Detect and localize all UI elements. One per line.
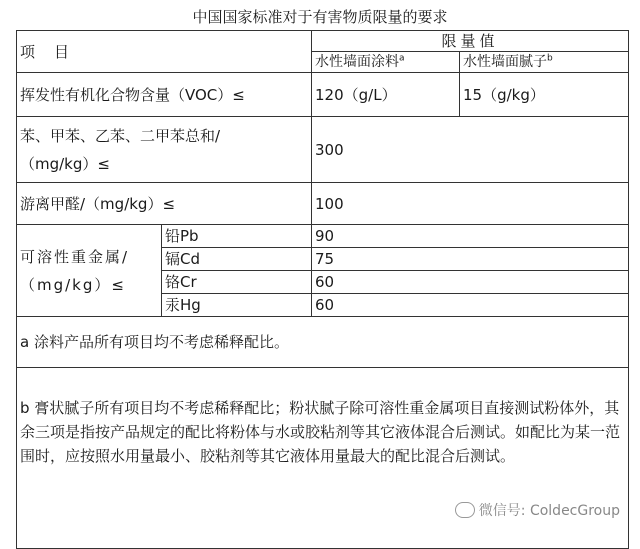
metal-value: 60	[312, 294, 629, 317]
benzene-value: 300	[312, 117, 629, 183]
benzene-label: 苯、甲苯、乙苯、二甲苯总和/ （mg/kg）≤	[17, 117, 312, 183]
voc-paint: 120（g/L）	[312, 73, 460, 117]
metal-name: 汞Hg	[162, 294, 312, 317]
limits-table	[16, 30, 629, 549]
table-title: 中国国家标准对于有害物质限量的要求	[192, 8, 448, 26]
watermark	[455, 500, 620, 520]
metal-name: 铬Cr	[162, 271, 312, 294]
metal-value: 75	[312, 248, 629, 271]
watermark-text: 微信号: ColdecGroup	[478, 503, 620, 519]
metal-name: 铅Pb	[162, 225, 312, 248]
formaldehyde-label: 游离甲醛/（mg/kg）≤	[17, 183, 312, 225]
header-item: 项 目	[17, 31, 312, 73]
header-limit: 限量值	[312, 31, 629, 52]
voc-label: 挥发性有机化合物含量（VOC）≤	[17, 73, 312, 117]
note-b: b 膏状腻子所有项目均不考虑稀释配比；粉状腻子除可溶性重金属项目直接测试粉体外，其余三项是指按产品规定的配比将粉体与水或胶粘剂等其它液体混合后测试。如配比为某一范围时，应按照水用量最小、胶粘剂等其它液体用量最大的配比混合后测试。	[17, 368, 629, 549]
metal-value: 60	[312, 271, 629, 294]
metals-label: 可溶性重金属/ （mg/kg）≤	[17, 225, 162, 317]
note-a: a 涂料产品所有项目均不考虑稀释配比。	[17, 317, 629, 368]
wechat-icon	[455, 502, 475, 518]
voc-putty: 15（g/kg）	[460, 73, 629, 117]
header-paint: 水性墙面涂料$^a$	[312, 52, 460, 73]
formaldehyde-value: 100	[312, 183, 629, 225]
metal-name: 镉Cd	[162, 248, 312, 271]
metal-value: 90	[312, 225, 629, 248]
header-putty: 水性墙面腻子$^b$	[460, 52, 629, 73]
